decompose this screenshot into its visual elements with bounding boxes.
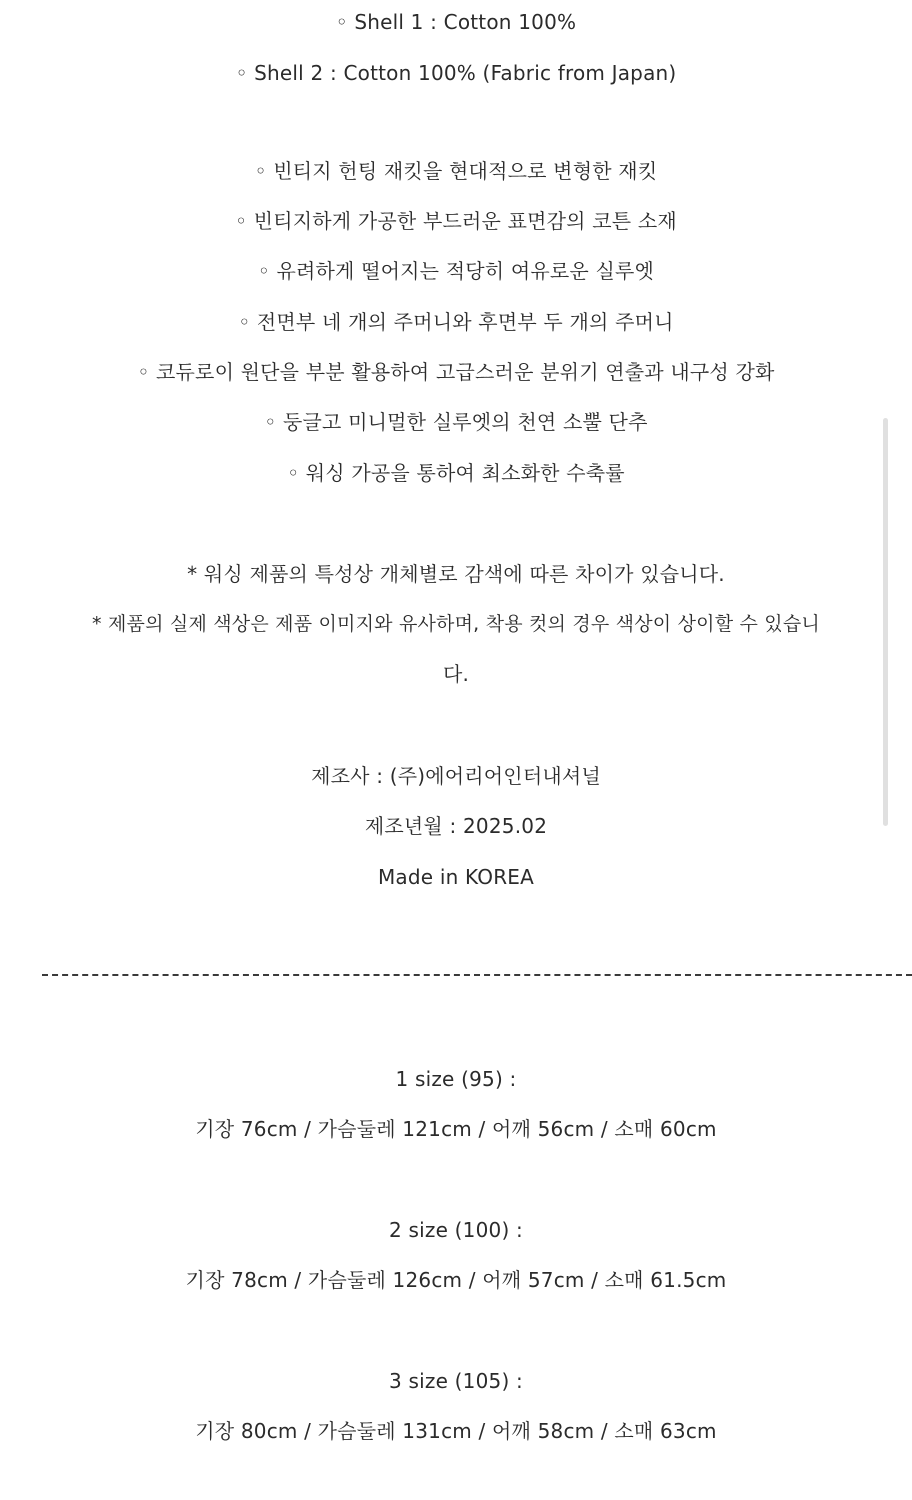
- manufacturer-name: 제조사 : (주)에어리어인터내셔널: [311, 764, 601, 788]
- feature-item: ◦ 코듀로이 원단을 부분 활용하여 고급스러운 분위기 연출과 내구성 강화: [137, 360, 775, 384]
- section-divider: [42, 962, 912, 982]
- feature-item: ◦ 워싱 가공을 통하여 최소화한 수축률: [287, 461, 625, 485]
- scrollbar[interactable]: [883, 418, 888, 826]
- feature-item: ◦ 둥글고 미니멀한 실루엣의 천연 소뿔 단추: [264, 410, 648, 434]
- size-measurements: 기장 78cm / 가슴둘레 126cm / 어깨 57cm / 소매 61.5cm: [185, 1268, 727, 1292]
- feature-item: ◦ 빈티지하게 가공한 부드러운 표면감의 코튼 소재: [235, 209, 677, 233]
- washing-note: * 워싱 제품의 특성상 개체별로 감색에 따른 차이가 있습니다.: [187, 562, 725, 586]
- color-note-continued: 다.: [442, 662, 470, 686]
- country-of-origin: Made in KOREA: [377, 865, 535, 889]
- size-title: 3 size (105) :: [389, 1369, 523, 1393]
- feature-item: ◦ 전면부 네 개의 주머니와 후면부 두 개의 주머니: [238, 310, 674, 334]
- size-title: 2 size (100) :: [389, 1218, 523, 1242]
- fabric-shell2: ◦ Shell 2 : Cotton 100% (Fabric from Japan): [235, 61, 677, 85]
- color-note: * 제품의 실제 색상은 제품 이미지와 유사하며, 착용 컷의 경우 색상이 상이할 수 있습니: [92, 613, 820, 635]
- feature-item: ◦ 유려하게 떨어지는 적당히 여유로운 실루엣: [257, 259, 655, 283]
- divider-line: [42, 974, 912, 976]
- feature-item: ◦ 빈티지 헌팅 재킷을 현대적으로 변형한 재킷: [254, 159, 658, 183]
- manufacture-date: 제조년월 : 2025.02: [364, 814, 548, 838]
- size-title: 1 size (95) :: [395, 1067, 517, 1091]
- fabric-shell1: ◦ Shell 1 : Cotton 100%: [335, 10, 577, 34]
- size-measurements: 기장 76cm / 가슴둘레 121cm / 어깨 56cm / 소매 60cm: [195, 1117, 717, 1141]
- size-measurements: 기장 80cm / 가슴둘레 131cm / 어깨 58cm / 소매 63cm: [195, 1419, 717, 1443]
